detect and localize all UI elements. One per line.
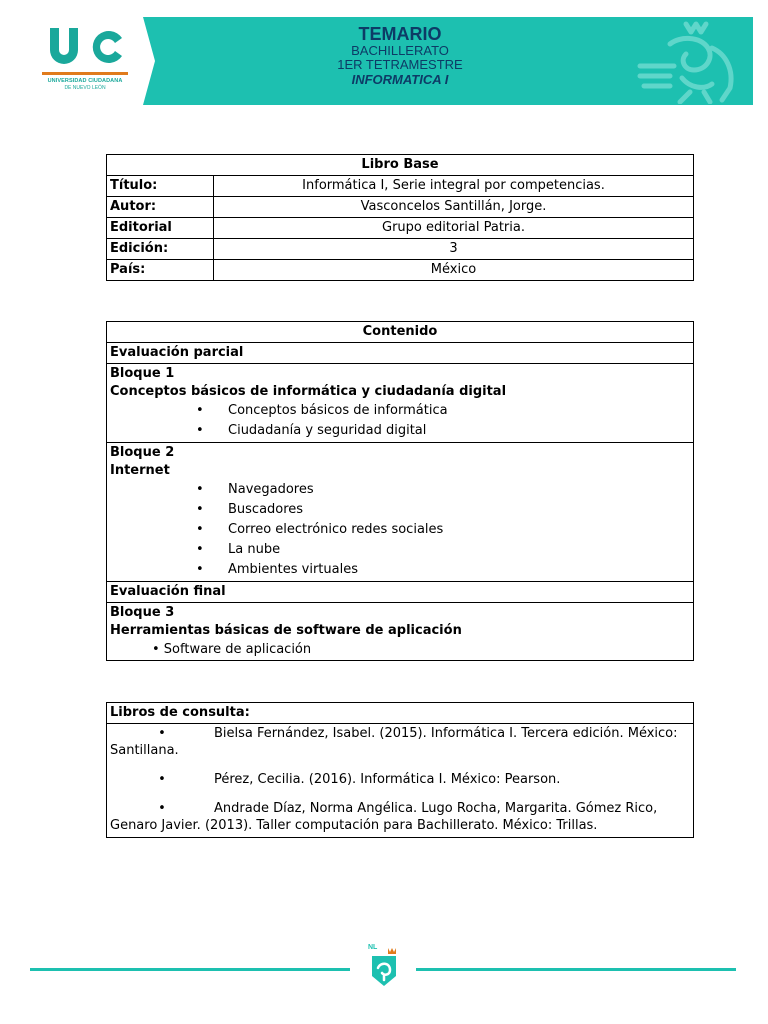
table-row [107, 176, 694, 197]
bloque-1-title: Conceptos básicos de informática y ciudadanía digital [110, 384, 507, 399]
bloque-1-cell [107, 364, 694, 443]
list-item [110, 401, 690, 421]
list-item-text: Ambientes virtuales [228, 562, 358, 577]
list-item [110, 560, 690, 580]
row-label: Título: [107, 176, 214, 197]
logo-university-name: UNIVERSIDAD CIUDADANA [47, 78, 123, 84]
table-row [107, 260, 694, 281]
reference-text: Andrade Díaz, Norma Angélica. Lugo Rocha, Margarita. Gómez Rico, Genaro Javier. (2013). Taller computación para Bachillerato. México: Trillas. [110, 801, 658, 833]
list-item-text: La nube [228, 542, 281, 557]
list-item-text: Conceptos básicos de informática [228, 403, 448, 418]
header-level: BACHILLERATO [351, 43, 449, 58]
list-item [110, 540, 690, 560]
nuevo-leon-logo-icon [366, 946, 402, 988]
list-item-text: Ciudadanía y seguridad digital [228, 423, 427, 438]
bullet-icon: • [158, 726, 166, 741]
row-label: Editorial [107, 218, 214, 239]
consulta-cell [107, 724, 694, 838]
bloque-3-cell [107, 603, 694, 661]
list-item [110, 421, 690, 441]
bullet-icon: • [158, 801, 166, 816]
reference-item [110, 771, 690, 788]
row-value: Vasconcelos Santillán, Jorge. [214, 197, 694, 218]
bullet-icon: • [158, 772, 166, 787]
list-item-text: Navegadores [228, 482, 314, 497]
bloque-2-title: Internet [110, 463, 170, 478]
row-label: Edición: [107, 239, 214, 260]
logo-underline [42, 72, 128, 75]
row-value: 3 [214, 239, 694, 260]
header-text [280, 24, 520, 87]
bullet-icon: • [196, 423, 204, 438]
bloque-3-title: Herramientas básicas de software de aplicación [110, 623, 462, 638]
row-value: Grupo editorial Patria. [214, 218, 694, 239]
row-value: México [214, 260, 694, 281]
bullet-icon: • [196, 542, 204, 557]
list-item [110, 520, 690, 540]
consulta-heading: Libros de consulta: [107, 703, 694, 724]
lion-emblem-icon [630, 18, 750, 104]
footer-line-right [416, 968, 736, 971]
bullet-icon: • [196, 562, 204, 577]
bullet-icon: • [196, 403, 204, 418]
bloque-3-label: Bloque 3 [110, 605, 175, 620]
bloque-2-cell [107, 443, 694, 582]
bullet-icon: • [196, 522, 204, 537]
list-item-text: • Software de aplicación [152, 642, 312, 657]
table-row [107, 197, 694, 218]
consulta-table [106, 702, 694, 838]
row-label: País: [107, 260, 214, 281]
list-item [110, 500, 690, 520]
reference-item [110, 725, 690, 759]
reference-text: Bielsa Fernández, Isabel. (2015). Informática I. Tercera edición. México: Santillana. [110, 726, 678, 758]
bullet-icon: • [196, 502, 204, 517]
footer-line-left [30, 968, 350, 971]
row-label: Autor: [107, 197, 214, 218]
libro-base-table [106, 154, 694, 281]
bloque-1-list [110, 401, 690, 441]
list-item [110, 480, 690, 500]
uc-logo-icon [46, 26, 126, 68]
libro-base-heading: Libro Base [107, 155, 694, 176]
evaluacion-parcial-label: Evaluación parcial [107, 343, 694, 364]
header-subject: INFORMATICA I [351, 72, 449, 87]
contenido-heading: Contenido [107, 322, 694, 343]
header-term: 1ER TETRAMESTRE [337, 57, 463, 72]
bloque-2-label: Bloque 2 [110, 445, 175, 460]
list-item-text: Correo electrónico redes sociales [228, 522, 444, 537]
row-value: Informática I, Serie integral por competencias. [214, 176, 694, 197]
list-item-text: Buscadores [228, 502, 304, 517]
logo-university-sub: DE NUEVO LEÓN [64, 85, 106, 91]
reference-text: Pérez, Cecilia. (2016). Informática I. México: Pearson. [214, 772, 561, 787]
evaluacion-final-label: Evaluación final [107, 582, 694, 603]
reference-item [110, 800, 690, 834]
table-row [107, 218, 694, 239]
bullet-icon: • [196, 482, 204, 497]
page-title: TEMARIO [358, 24, 442, 44]
contenido-table [106, 321, 694, 661]
nl-logo-text: NL [368, 944, 378, 951]
table-row [107, 239, 694, 260]
bloque-2-list [110, 480, 690, 580]
bloque-1-label: Bloque 1 [110, 366, 175, 381]
